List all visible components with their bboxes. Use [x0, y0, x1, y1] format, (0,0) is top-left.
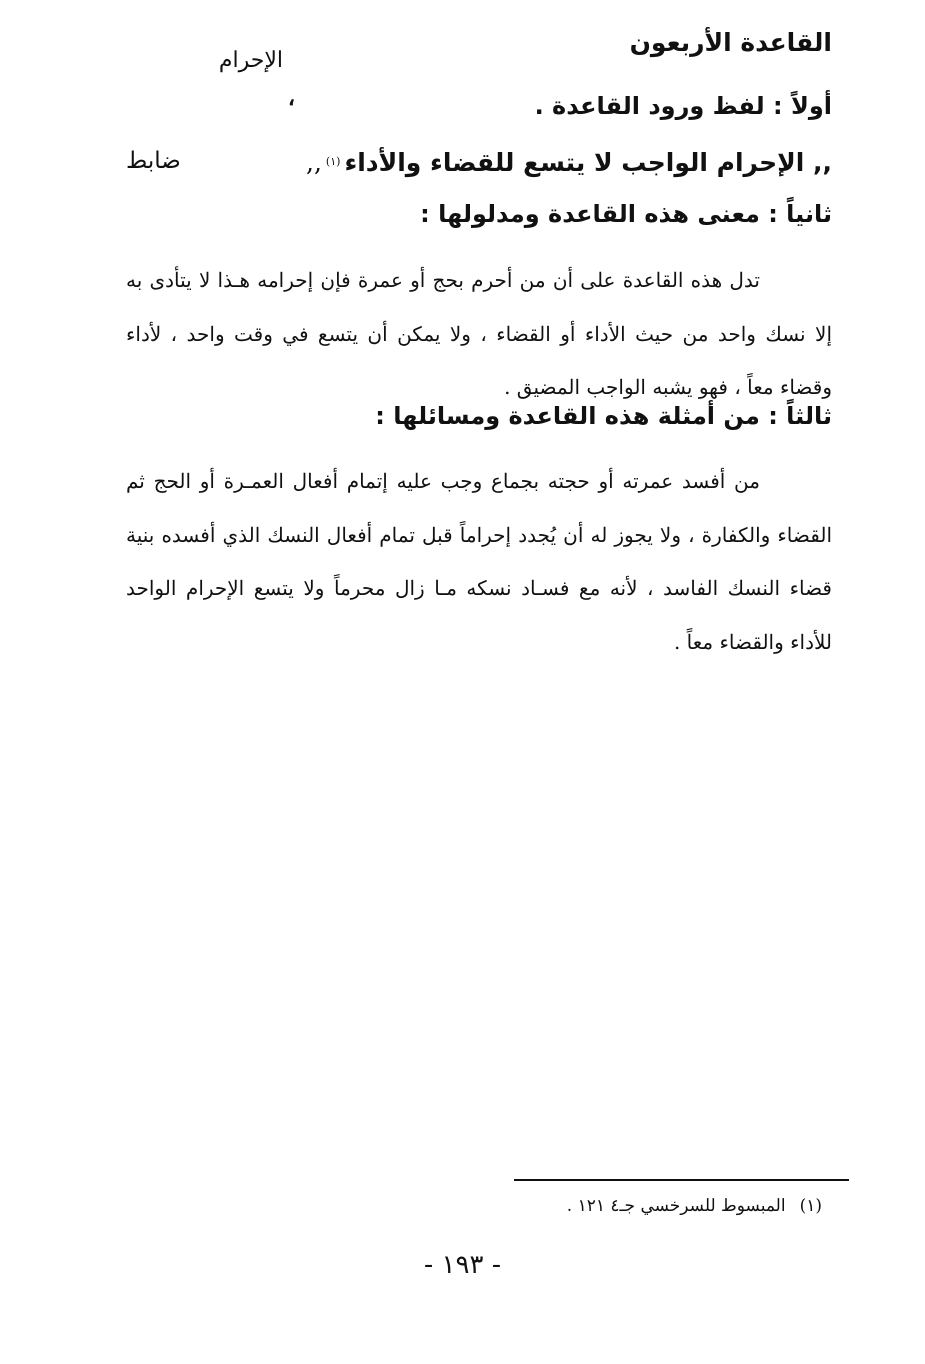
chapter-topic: الإحرام: [218, 48, 283, 73]
page-number: - ١٩٣ -: [423, 1250, 502, 1280]
footnote: [567, 1196, 822, 1216]
section-heading-wording: أولاً : لفظ ورود القاعدة .: [534, 92, 832, 120]
header-mark: ،: [287, 85, 295, 111]
footnote-reference: (١): [325, 155, 341, 168]
footnote-text: المبسوط للسرخسي جـ٤ ١٢١ .: [566, 1196, 786, 1216]
rule-text: ,, الإحرام الواجب لا يتسع للقضاء والأداء: [344, 148, 832, 177]
chapter-title: القاعدة الأربعون: [629, 28, 832, 57]
rule-statement: [126, 148, 832, 177]
rule-type-label: ضابط: [126, 148, 181, 174]
rule-closing-quote: ,,: [306, 148, 322, 177]
section-heading-examples: ثالثاً : من أمثلة هذه القاعدة ومسائلها :: [375, 402, 832, 430]
footnote-divider: [514, 1179, 849, 1181]
footnote-marker: (١): [799, 1196, 822, 1216]
examples-paragraph: من أفسد عمرته أو حجته بجماع وجب عليه إتمام أفعال العمـرة أو الحج ثم القضاء والكفارة ، ولا يجوز له أن يُجدد إحراماً قبل تمام أفعال النسك الذي أفسده بنية قضاء النسك الفاسد ، لأنه مع فسـاد نسكه مـا زال محرماً ولا يتسع الإحرام الواحد للأداء والقضاء معاً .: [126, 469, 832, 654]
meaning-paragraph: تدل هذه القاعدة على أن من أحرم بحج أو عمرة فإن إحرامه هـذا لا يتأدى به إلا نسك واحد من حيث الأداء أو القضاء ، ولا يمكن أن يتسع في وقت واحد ، لأداء وقضاء معاً ، فهو يشبه الواجب المضيق .: [126, 268, 832, 399]
section-heading-meaning: ثانياً : معنى هذه القاعدة ومدلولها :: [420, 200, 832, 228]
